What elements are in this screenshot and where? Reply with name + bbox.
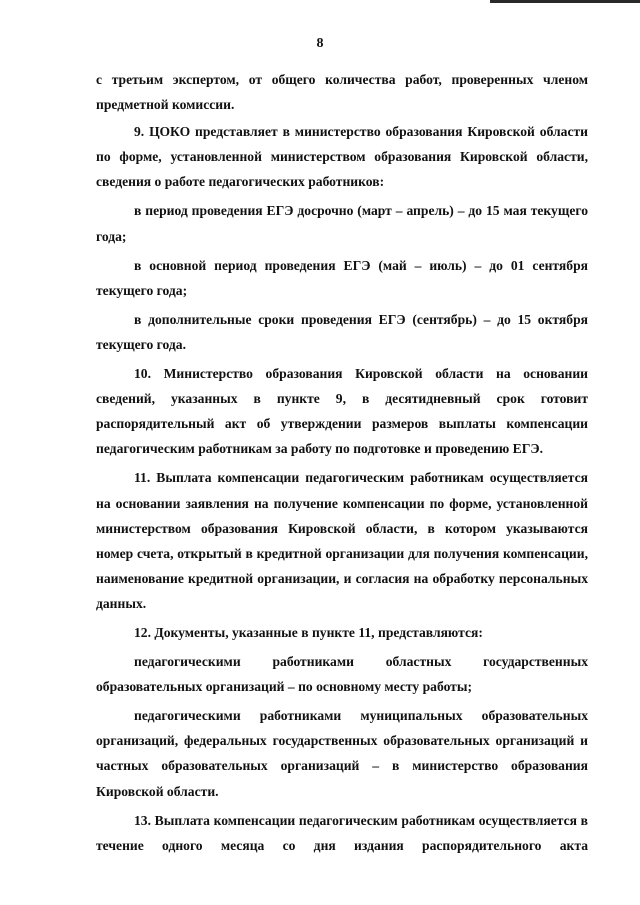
- paragraph-item-11: 11. Выплата компенсации педагогическим работникам осуществляется на основании заявления на получение компенсации по форме, установленной министерством образования Кировской области, в котором указываются номер счета, открытый в кредитной организации для получения компенсации, наименование кредитной организации, и согласия на обработку персональных данных.: [96, 470, 588, 611]
- paragraph-item-13: 13. Выплата компенсации педагогическим работникам осуществляется в течение одного месяца со дня издания распорядительного акта: [96, 812, 588, 853]
- paragraph-early-period: в период проведения ЕГЭ досрочно (март – апрель) – до 15 мая текущего года;: [96, 203, 588, 244]
- page-number: 8: [316, 36, 324, 51]
- paragraph-additional-period: в дополнительные сроки проведения ЕГЭ (сентябрь) – до 15 октября текущего года.: [96, 311, 588, 352]
- paragraph-main-period: в основной период проведения ЕГЭ (май – июль) – до 01 сентября текущего года;: [96, 257, 588, 298]
- scan-edge-artifact: [490, 0, 640, 3]
- paragraph-municipal-staff: педагогическими работниками муниципальных образовательных организаций, федеральных государственных образовательных организаций и частных образовательных организаций – в министерство образования Кировской области.: [96, 708, 588, 799]
- paragraph-regional-staff: педагогическими работниками областных государственных образовательных организаций – по основному месту работы;: [96, 654, 588, 695]
- paragraph-item-12: 12. Документы, указанные в пункте 11, представляются:: [134, 624, 483, 640]
- paragraph-item-9: 9. ЦОКО представляет в министерство образования Кировской области по форме, установленной министерством образования Кировской области, сведения о работе педагогических работников:: [96, 124, 588, 190]
- paragraph-item-10: 10. Министерство образования Кировской области на основании сведений, указанных в пункте 9, в десятидневный срок готовит распорядительный акт об утверждении размеров выплаты компенсации педагогическим работникам за работу по подготовке и проведению ЕГЭ.: [96, 366, 588, 457]
- paragraph-continuation: с третьим экспертом, от общего количества работ, проверенных членом предметной комиссии.: [96, 72, 588, 113]
- document-body: [96, 67, 588, 858]
